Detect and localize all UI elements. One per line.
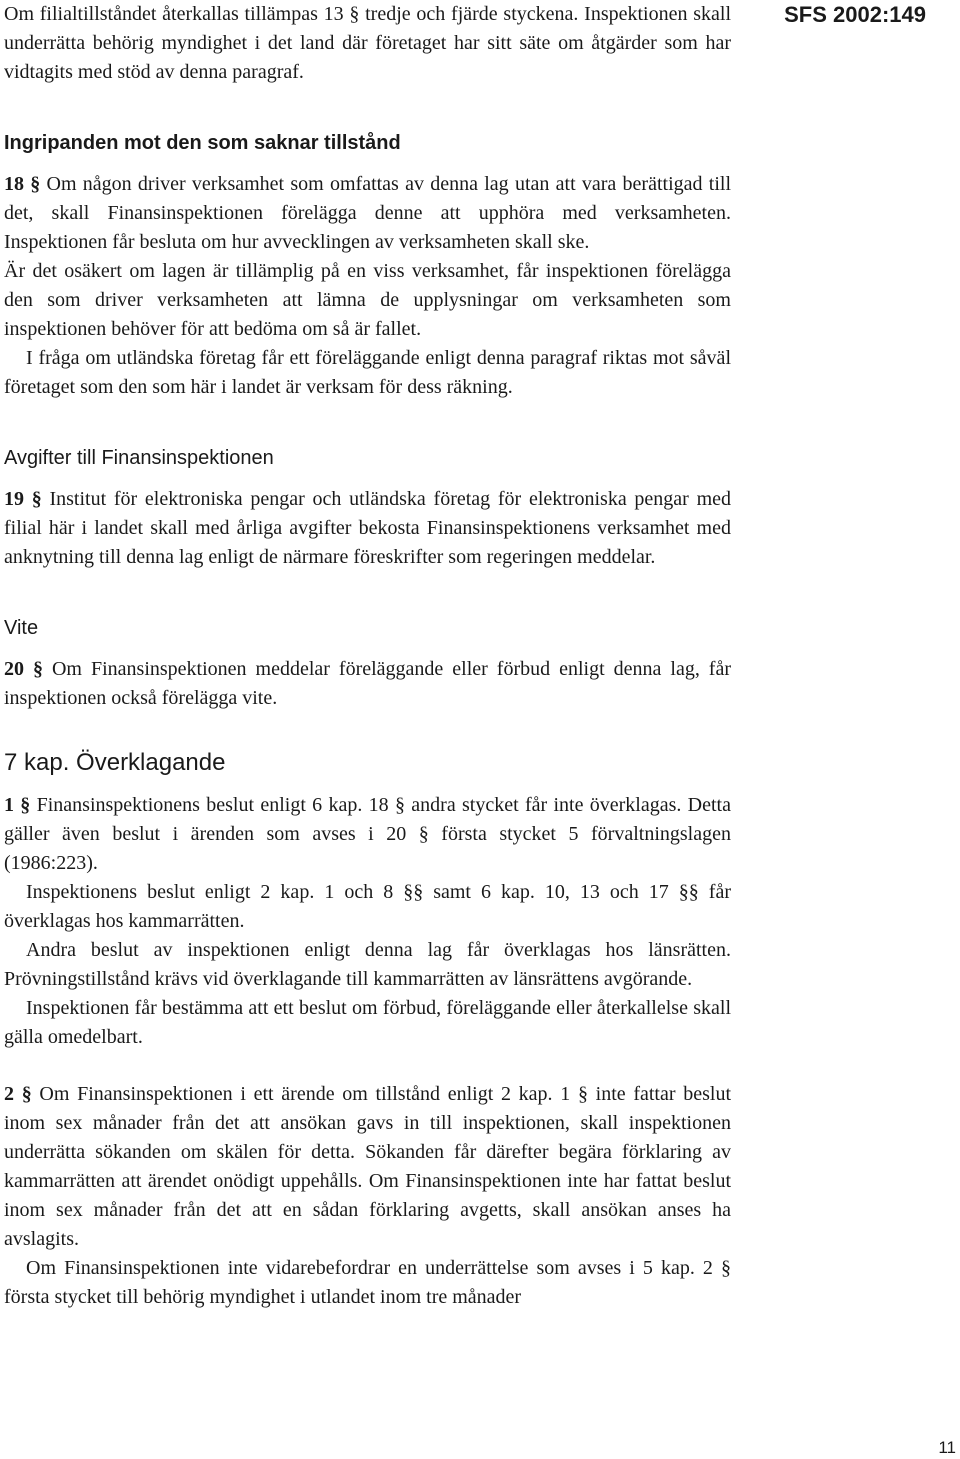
paragraph-7-1-1 — [4, 791, 731, 878]
paragraph-20-1-text: Om Finansinspektionen meddelar föreläggande eller förbud enligt denna lag, får inspektionen också förelägga vite. — [4, 658, 732, 709]
paragraph-18-2: Är det osäkert om lagen är tillämplig på en viss verksamhet, får inspektionen förelägga den som driver verksamheten att lämna de upplysningar om verksamheten som inspektionen behöver för att bedöma om så är fallet. — [4, 260, 731, 340]
paragraph-20-1 — [4, 655, 731, 713]
section-number-7-1: 1 § — [4, 794, 31, 816]
paragraph-7-2-1-text: Om Finansinspektionen i ett ärende om tillstånd enligt 2 kap. 1 § inte fattar beslut inom sex månader från det att ansökan gavs in till inspektionen, skall inspektionen underrätta sökanden om skälen för detta. Sökanden får därefter begära förklaring av kammarrätten att ärendet onödigt uppehålls. Om Finansinspektionen inte har fattat beslut inom sex månader från det att en sådan förklaring avgetts, skall ansökan anses ha avslagits. — [4, 1083, 731, 1250]
paragraph-19-1 — [4, 485, 731, 572]
page-number: 11 — [938, 1438, 956, 1457]
section-heading-20: Vite — [4, 617, 39, 639]
intro-paragraph: Om filialtillståndet återkallas tillämpas 13 § tredje och fjärde styckena. Inspektionen skall underrätta behörig myndighet i det land där företaget har sitt säte om åtgärder som har vidtagits med stöd av denna paragraf. — [4, 3, 731, 83]
paragraph-7-1-4: Inspektionen får bestämma att ett beslut om förbud, föreläggande eller återkallelse skall gälla omedelbart. — [4, 997, 731, 1048]
section-number-7-2: 2 § — [4, 1083, 32, 1105]
section-number-18: 18 § — [4, 173, 41, 195]
document-body — [4, 0, 731, 1312]
chapter-heading-7: 7 kap. Överklagande — [4, 749, 226, 776]
section-heading-18: Ingripanden mot den som saknar tillstånd — [4, 132, 401, 154]
paragraph-7-1-3: Andra beslut av inspektionen enligt denna lag får överklagas hos länsrätten. Prövningstillstånd krävs vid överklagande till kammarrätten av länsrättens avgörande. — [4, 939, 731, 990]
paragraph-7-2-1 — [4, 1080, 731, 1254]
section-number-20: 20 § — [4, 658, 43, 680]
paragraph-7-2-2: Om Finansinspektionen inte vidarebefordrar en underrättelse som avses i 5 kap. 2 § första stycket till behörig myndighet i utlandet inom tre månader — [4, 1257, 731, 1308]
paragraph-7-1-1-text: Finansinspektionens beslut enligt 6 kap. 18 § andra stycket får inte överklagas. Detta gäller även beslut i ärenden som avses i 20 § första stycket 5 förvaltningslagen (1986:223). — [4, 794, 731, 874]
paragraph-18-3: I fråga om utländska företag får ett föreläggande enligt denna paragraf riktas mot såväl företaget som den som här i landet är verksam för dess räkning. — [4, 347, 731, 398]
section-heading-19: Avgifter till Finansinspektionen — [4, 447, 274, 469]
paragraph-18-1 — [4, 170, 731, 257]
section-number-19: 19 § — [4, 488, 42, 510]
sfs-number: SFS 2002:149 — [784, 2, 926, 27]
paragraph-7-1-2: Inspektionens beslut enligt 2 kap. 1 och 8 §§ samt 6 kap. 10, 13 och 17 §§ får överklagas hos kammarrätten. — [4, 881, 731, 932]
paragraph-18-1-text: Om någon driver verksamhet som omfattas av denna lag utan att vara berättigad till det, skall Finansinspektionen förelägga denne att upphöra med verksamheten. Inspektionen får besluta om hur avvecklingen av verksamheten skall ske. — [4, 173, 731, 253]
paragraph-19-1-text: Institut för elektroniska pengar och utländska företag för elektroniska pengar med filial här i landet skall med årliga avgifter bekosta Finansinspektionens verksamhet med anknytning till denna lag enligt de närmare föreskrifter som regeringen meddelar. — [4, 488, 732, 568]
